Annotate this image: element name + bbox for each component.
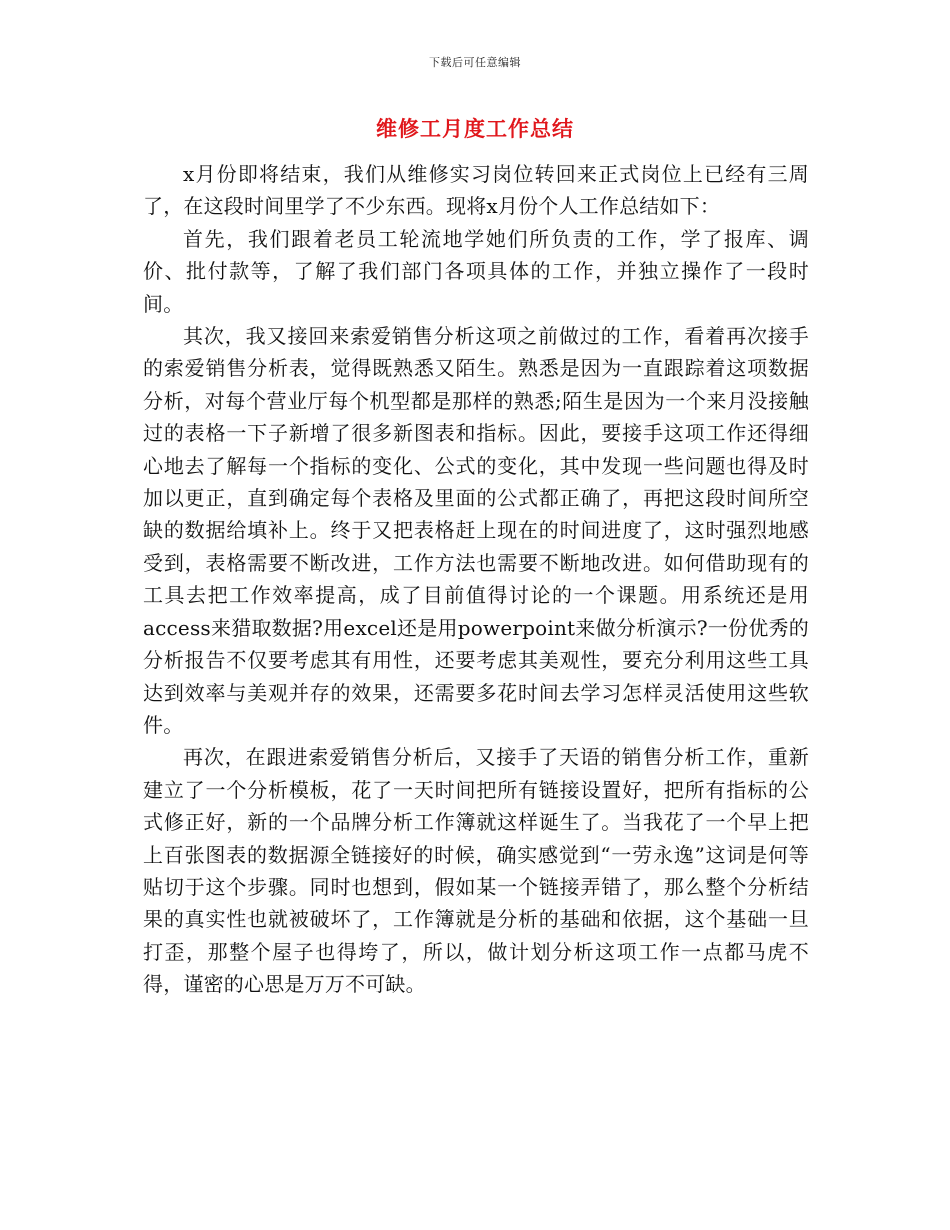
paragraph-1: x月份即将结束，我们从维修实习岗位转回来正式岗位上已经有三周了，在这段时间里学了不少东西。现将x月份个人工作总结如下： <box>143 162 809 219</box>
paragraph-3: 其次，我又接回来索爱销售分析这项之前做过的工作，看着再次接手的索爱销售分析表，觉得既熟悉又陌生。熟悉是因为一直跟踪着这项数据分析，对每个营业厅每个机型都是那样的熟悉;陌生是因为一个来月没接触过的表格一下子新增了很多新图表和指标。因此，要接手这项工作还得细心地去了解每一个指标的变化、公式的变化，其中发现一些问题也得及时加以更正，直到确定每个表格及里面的公式都正确了，再把这段时间所空缺的数据给填补上。终于又把表格赶上现在的时间进度了，这时强烈地感受到，表格需要不断改进，工作方法也需要不断地改进。如何借助现有的工具去把工作效率提高，成了目前值得讨论的一个课题。用系统还是用 access来猎取数据?用excel还是用powerpoint来做分析演示?一份优秀的分析报告不仅要考虑其有用性，还要考虑其美观性，要充分利用这些工具达到效率与美观并存的效果，还需要多花时间去学习怎样灵活使用这些软件。 <box>143 324 809 737</box>
header-note: 下载后可任意编辑 <box>429 56 521 69</box>
document-body <box>143 158 809 1001</box>
paragraph-4: 再次，在跟进索爱销售分析后，又接手了天语的销售分析工作，重新建立了一个分析模板，花了一天时间把所有链接设置好，把所有指标的公式修正好，新的一个品牌分析工作簿就这样诞生了。当我花了一个早上把上百张图表的数据源全链接好的时候，确实感觉到“一劳永逸”这词是何等贴切于这个步骤。同时也想到，假如某一个链接弄错了，那么整个分析结果的真实性也就被破坏了，工作簿就是分析的基础和依据，这个基础一旦打歪，那整个屋子也得垮了，所以，做计划分析这项工作一点都马虎不得，谨密的心思是万万不可缺。 <box>143 745 809 997</box>
document-title: 维修工月度工作总结 <box>376 116 574 141</box>
paragraph-2: 首先，我们跟着老员工轮流地学她们所负责的工作，学了报库、调价、批付款等，了解了我们部门各项具体的工作，并独立操作了一段时间。 <box>143 226 809 316</box>
